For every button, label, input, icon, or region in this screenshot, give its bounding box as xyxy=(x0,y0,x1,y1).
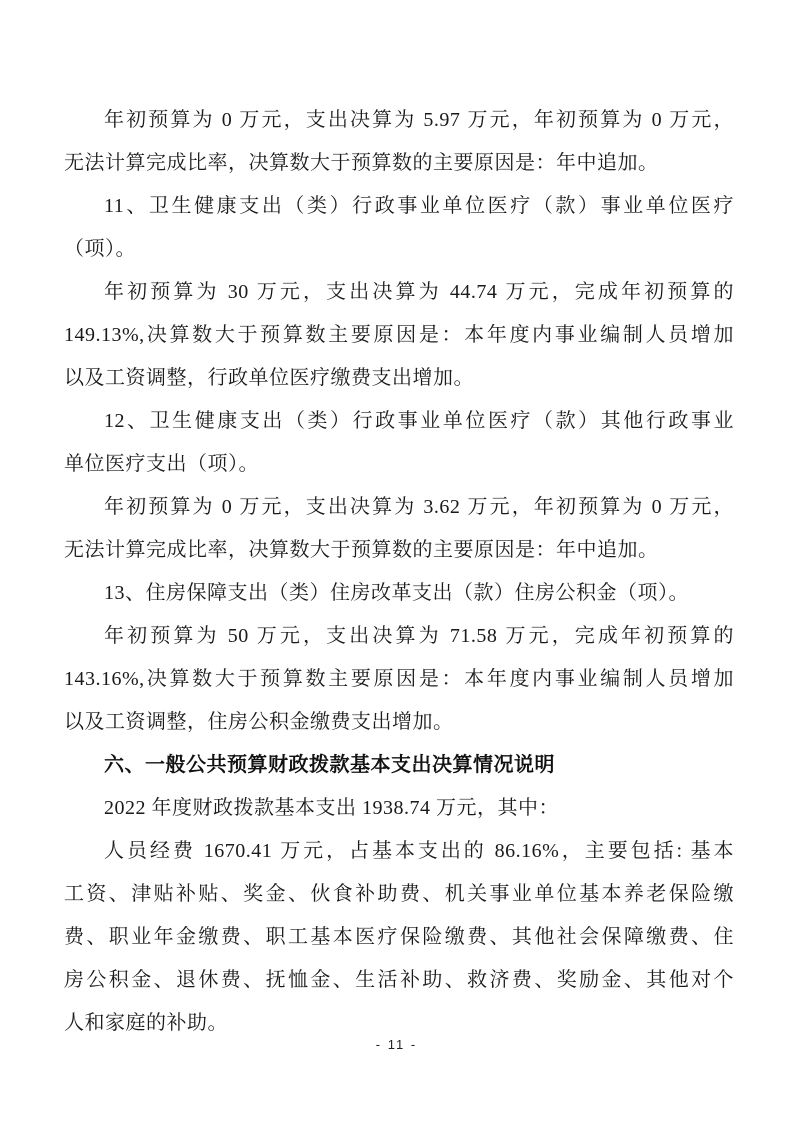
text-line: 单位医疗支出（项）。 xyxy=(64,453,259,475)
paragraph xyxy=(64,271,734,400)
document-body xyxy=(64,99,734,1045)
text-line: 无法计算完成比率，决算数大于预算数的主要原因是：年中追加。 xyxy=(64,152,659,174)
text-line: 年初预算为 30 万元，支出决算为 44.74 万元，完成年初预算的 xyxy=(104,281,734,303)
text-line: 年初预算为 0 万元，支出决算为 5.97 万元，年初预算为 0 万元， xyxy=(104,109,734,131)
paragraph xyxy=(64,185,734,271)
text-line: 年初预算为 50 万元，支出决算为 71.58 万元，完成年初预算的 xyxy=(104,625,734,647)
text-line: 2022 年度财政拨款基本支出 1938.74 万元，其中： xyxy=(104,797,559,819)
paragraph xyxy=(64,99,734,185)
text-line: 11、卫生健康支出（类）行政事业单位医疗（款）事业单位医疗 xyxy=(104,195,734,217)
text-line: 以及工资调整，行政单位医疗缴费支出增加。 xyxy=(64,367,474,389)
paragraph xyxy=(64,486,734,572)
section-heading xyxy=(64,744,734,787)
text-line: 12、卫生健康支出（类）行政事业单位医疗（款）其他行政事业 xyxy=(104,410,734,432)
text-line: （项）。 xyxy=(64,238,136,260)
text-line: 149.13%,决算数大于预算数主要原因是：本年度内事业编制人员增加 xyxy=(64,324,734,346)
paragraph xyxy=(64,400,734,486)
text-line: 房公积金、退休费、抚恤金、生活补助、救济费、奖励金、其他对个 xyxy=(64,969,734,991)
paragraph xyxy=(64,615,734,744)
paragraph xyxy=(64,572,734,615)
text-line: 13、住房保障支出（类）住房改革支出（款）住房公积金（项）。 xyxy=(104,582,689,604)
text-line: 无法计算完成比率，决算数大于预算数的主要原因是：年中追加。 xyxy=(64,539,659,561)
paragraph xyxy=(64,787,734,830)
text-line: 人和家庭的补助。 xyxy=(64,1012,228,1034)
text-line: 六、一般公共预算财政拨款基本支出决算情况说明 xyxy=(104,754,555,776)
text-line: 工资、津贴补贴、奖金、伙食补助费、机关事业单位基本养老保险缴 xyxy=(64,883,734,905)
text-line: 人员经费 1670.41 万元，占基本支出的 86.16%，主要包括: 基本 xyxy=(104,840,734,862)
text-line: 143.16%,决算数大于预算数主要原因是：本年度内事业编制人员增加 xyxy=(64,668,734,690)
text-line: 费、职业年金缴费、职工基本医疗保险缴费、其他社会保障缴费、住 xyxy=(64,926,734,948)
text-line: 以及工资调整，住房公积金缴费支出增加。 xyxy=(64,711,454,733)
paragraph xyxy=(64,830,734,1045)
page-number: - 11 - xyxy=(375,1037,418,1052)
text-line: 年初预算为 0 万元，支出决算为 3.62 万元，年初预算为 0 万元， xyxy=(104,496,734,518)
